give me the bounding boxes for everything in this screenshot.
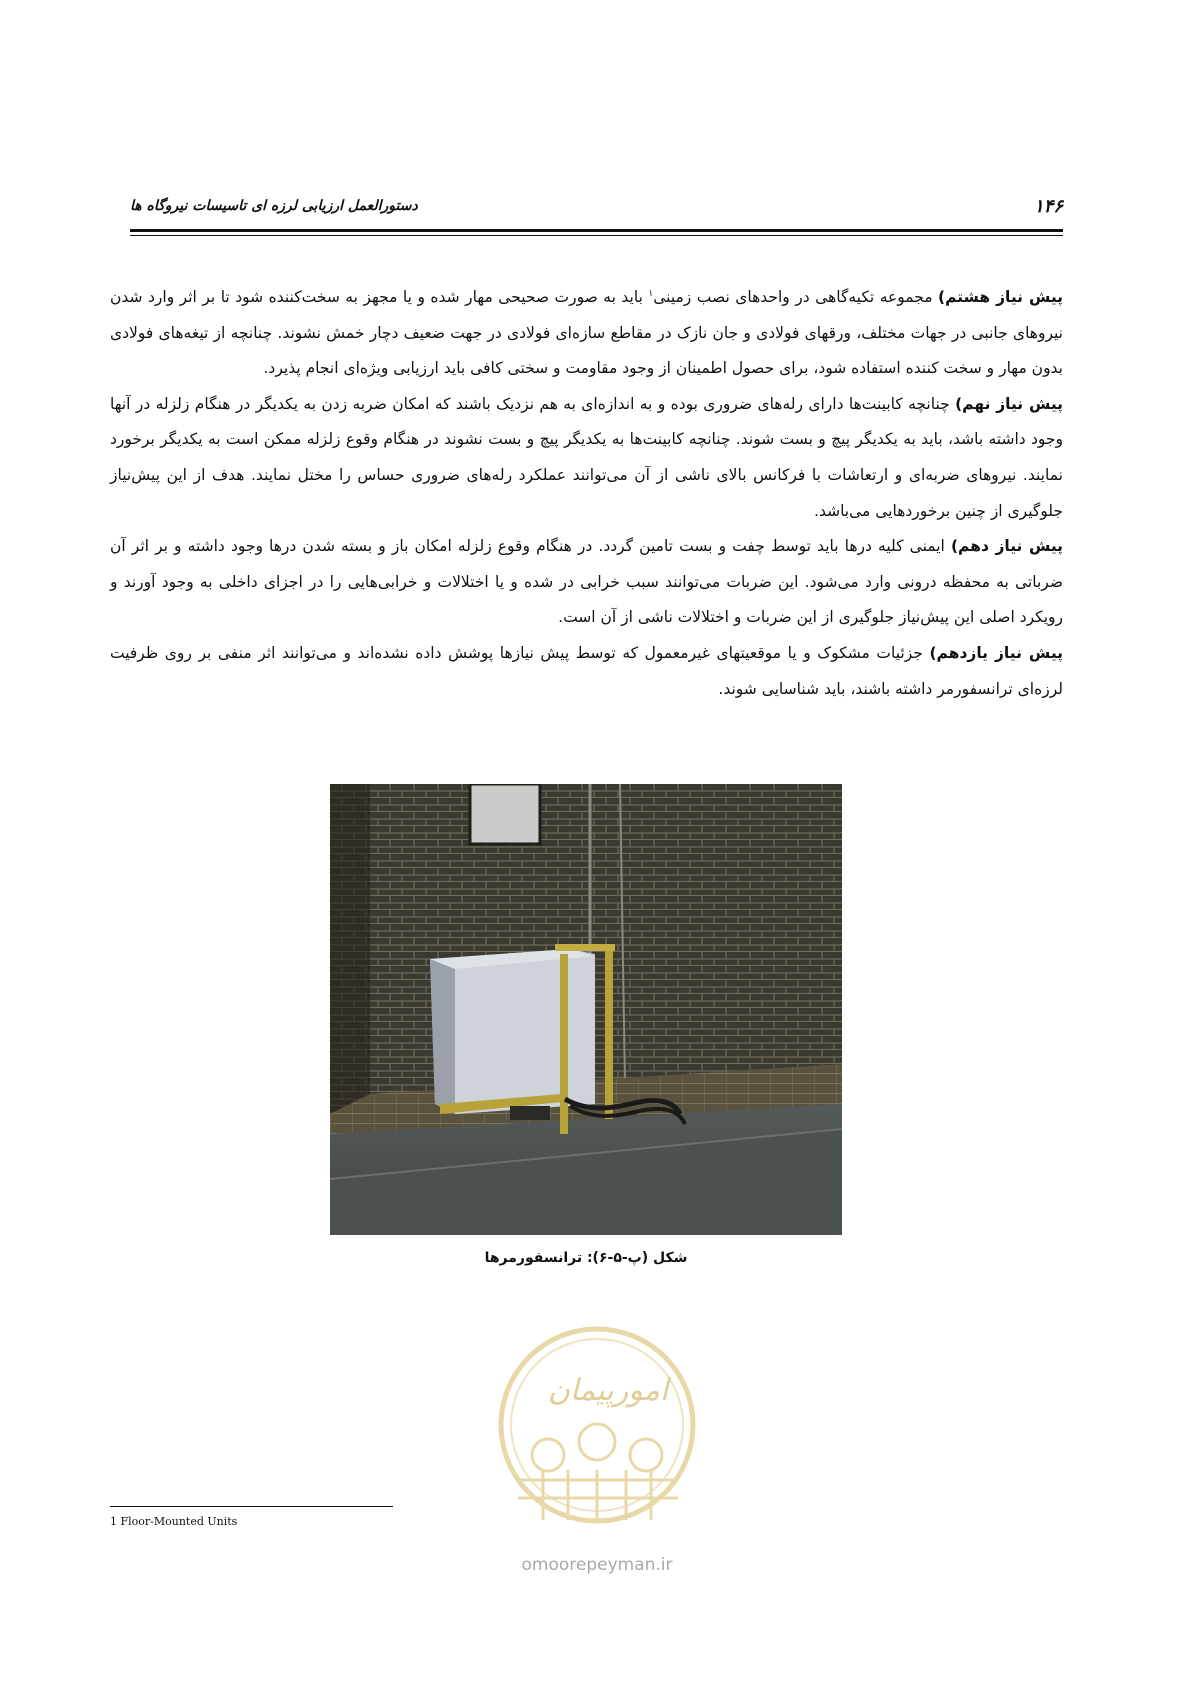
- footnote-text: 1 Floor-Mounted Units: [110, 1515, 238, 1528]
- watermark-logo: [488, 1320, 706, 1580]
- paragraph-heading: پیش نیاز هشتم): [938, 288, 1064, 306]
- footnote-rule: [110, 1506, 393, 1507]
- paragraph-text: چنانچه کابینت‌ها دارای رله‌های ضروری بوده و به اندازه‌ای به هم نزدیک باشند که امکان ضربه زدن به یکدیگر در هنگام زلزله در آنها وجود داشته باشد، باید به یکدیگر پیچ و بست شوند. چنانچه کابینت‌ها به یکدیگر پیچ و بست نشوند در هنگام وقوع زلزله ممکن است به یکدیگر برخورد نمایند. نیروهای ضربه‌ای و ارتعاشات با فرکانس بالای ناشی از آن می‌توانند عملکرد رله‌های ضروری حساس را مختل نمایند. هدف از این پیش‌نیاز جلوگیری از چنین برخوردهایی می‌باشد.: [110, 394, 1063, 520]
- paragraph-text: باید به صورت صحیحی مهار شده و یا مجهز به سخت‌کننده شود تا بر اثر وارد شدن نیروهای جانبی در جهات مختلف، ورقهای فولادی و جان نازک در مقاطع سازه‌ای فولادی در جهت ضعیف دچار خمش نشوند. چنانچه از تیغه‌های فولادی بدون مهار و سخت کننده استفاده شود، برای حصول اطمینان از وجود مقاومت و سختی کافی باید ارزیابی ویژه‌ای انجام پذیرد.: [110, 288, 1063, 378]
- paragraph-prerequisite-10: [110, 529, 1063, 636]
- watermark-logo-text: امورپیمان: [547, 1373, 669, 1408]
- footnote-marker: ۱: [648, 288, 654, 299]
- paragraph-prerequisite-9: [110, 387, 1063, 529]
- paragraph-text: جزئیات مشکوک و یا موقعیتهای غیرمعمول که توسط پیش نیازها پوشش داده نشده‌اند و می‌توانند اثر منفی بر روی ظرفیت لرزه‌ای ترانسفورمر داشته باشند، باید شناسایی شوند.: [110, 643, 1063, 698]
- paragraph-heading: پیش نیاز یازدهم): [929, 643, 1063, 662]
- watermark-url: omoorepeyman.ir: [521, 1555, 673, 1575]
- figure-caption: شکل (پ-۵-۶): ترانسفورمرها: [484, 1250, 688, 1266]
- paragraph-prerequisite-11: [110, 636, 1063, 707]
- paragraph-text: ایمنی کلیه درها باید توسط چفت و بست تامین گردد. در هنگام وقوع زلزله امکان باز و بسته شدن درها وجود داشته و بر اثر آن ضرباتی به محفظه درونی وارد می‌شود. این ضربات می‌توانند سبب خرابی در شده و یا اختلالات و خرابی‌هایی را در اجزای داخلی به وجود آورند و رویکرد اصلی این پیش‌نیاز جلوگیری از این ضربات و اختلالات ناشی از آن است.: [110, 537, 1063, 627]
- page-number: ۱۴۶: [1033, 196, 1063, 217]
- header-rule-thick: [130, 229, 1063, 232]
- paragraph-heading: پیش نیاز نهم): [955, 394, 1063, 413]
- paragraph-heading: پیش نیاز دهم): [950, 537, 1064, 556]
- paragraph-text: مجموعه تکیه‌گاهی در واحدهای نصب زمینی: [653, 288, 939, 306]
- running-header: [130, 196, 1063, 224]
- paragraph-prerequisite-8: [110, 280, 1063, 387]
- header-rule-thin: [130, 235, 1063, 236]
- body-text: [110, 280, 1063, 707]
- header-title: دستورالعمل ارزیابی لرزه ای تاسیسات نیروگاه ها: [130, 198, 418, 214]
- transformer-photo: [330, 784, 842, 1235]
